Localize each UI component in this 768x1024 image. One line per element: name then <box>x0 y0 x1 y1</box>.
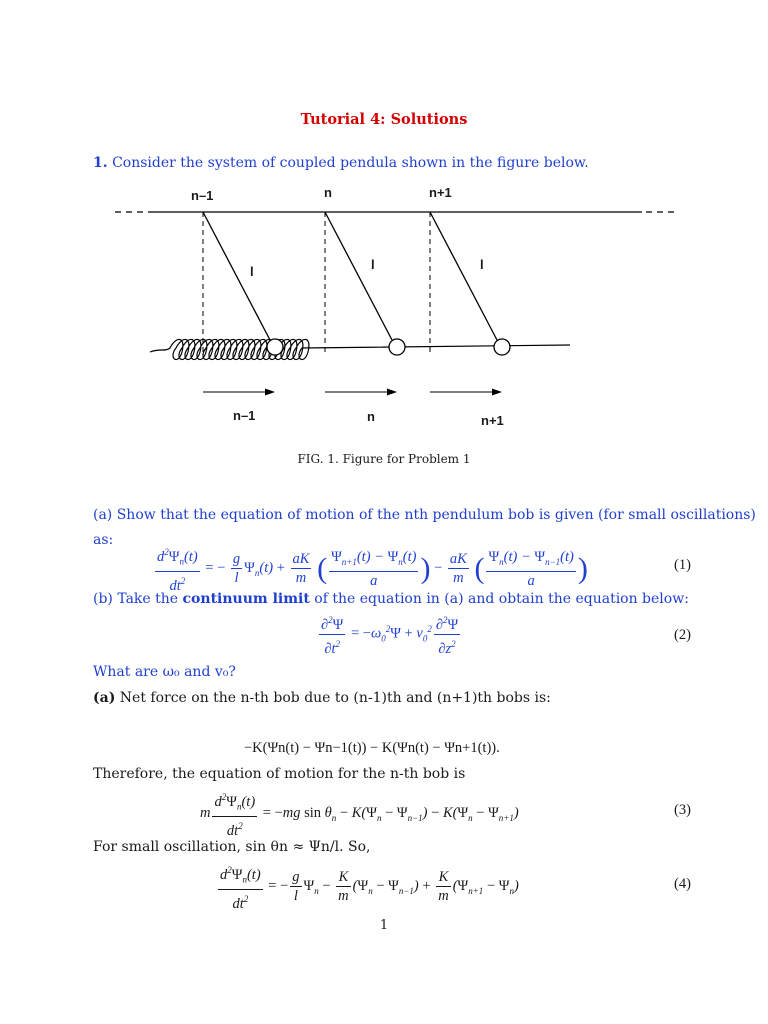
figure-caption: FIG. 1. Figure for Problem 1 <box>297 452 471 466</box>
page-number: 1 <box>379 918 389 933</box>
equation-3-number: (3) <box>674 802 691 818</box>
rod-label-3: l <box>480 257 484 272</box>
rod-label-1: l <box>250 264 254 279</box>
pendulum-rod-3 <box>430 212 497 340</box>
top-label-n-minus-1: n–1 <box>191 188 214 203</box>
equation-3: m $\frac{d^2\Psi_n(t)}{dt^2}$ = −mg $\sin \theta_n - K(\Psi_n - \Psi_{n-1}) - K(\Psi_n - \Psi_{n+1})$ <box>200 789 519 839</box>
pendulum-rod-2 <box>325 212 392 340</box>
coupled-pendula-figure <box>110 180 680 440</box>
net-force-expression: −K(Ψn(t) − Ψn−1(t)) − K(Ψn(t) − Ψn+1(t)). <box>244 740 500 756</box>
rod-label-2: l <box>371 257 375 272</box>
small-oscillation-text: For small oscillation, sin θn ≈ Ψn/l. So, <box>93 839 371 855</box>
pendulum-bob-2 <box>389 339 405 355</box>
page-title: Tutorial 4: Solutions <box>300 111 468 128</box>
therefore-text: Therefore, the equation of motion for the n-th bob is <box>93 766 466 782</box>
top-label-n: n <box>324 185 332 200</box>
equation-2-number: (2) <box>674 627 691 643</box>
equation-4: $\frac{d^2\Psi_n(t)}{dt^2}$ = − $\frac{g}{l}$ $\Psi_n$ − $\frac{K}{m}$ $(\Psi_n - \Psi_{n-1})$ + $\frac{K}{m}$ $(\Psi_{n+1} - \Psi_n)$ <box>216 862 519 912</box>
top-label-n-plus-1: n+1 <box>429 185 452 200</box>
equation-2: $\frac{\partial^2\Psi}{\partial t^2}$ = $-\omega_0^2\Psi + v_0^2$ $\frac{\partial^2\Psi}{\partial z^2}$ <box>317 612 462 657</box>
displacement-arrow-2 <box>325 389 397 396</box>
what-are-question: What are ω₀ and v₀? <box>93 664 236 680</box>
solution-a-label: (a) <box>93 690 116 706</box>
pendulum-bob-3 <box>494 339 510 355</box>
pendulum-bob-1 <box>267 339 283 355</box>
equation-1: $\frac{d^2\Psi_n(t)}{dt^2}$ = − $\frac{g}{l}$ $\Psi_n(t)$ + $\frac{aK}{m}$ ( $\frac{\Psi_{n+1}(t) - \Psi_n(t)}{a}$ ) − $\frac{aK}{m}$ ( $\frac{\Psi_n(t) - \Psi_{n-1}(t)}{a}$ ) <box>153 544 588 594</box>
displacement-arrow-3 <box>430 389 502 396</box>
problem-number: 1. <box>93 155 108 171</box>
equation-4-number: (4) <box>674 876 691 892</box>
bottom-label-n: n <box>367 409 375 424</box>
part-b-question: (b) Take the continuum limit of the equation in (a) and obtain the equation below: <box>93 591 689 607</box>
displacement-arrow-1 <box>203 389 275 396</box>
equation-1-number: (1) <box>674 557 691 573</box>
bottom-label-n-minus-1: n–1 <box>233 408 256 423</box>
part-a-question-line2: as: <box>93 532 114 548</box>
solution-a-intro: (a) Net force on the n-th bob due to (n-1)th and (n+1)th bobs is: <box>93 690 551 706</box>
problem-1-statement <box>93 154 589 172</box>
pendulum-rod-1 <box>203 212 270 340</box>
problem-text: Consider the system of coupled pendula shown in the figure below. <box>112 155 589 171</box>
bottom-label-n-plus-1: n+1 <box>481 413 504 428</box>
part-a-question-line1: (a) Show that the equation of motion of the nth pendulum bob is given (for small oscillations) <box>93 507 756 523</box>
